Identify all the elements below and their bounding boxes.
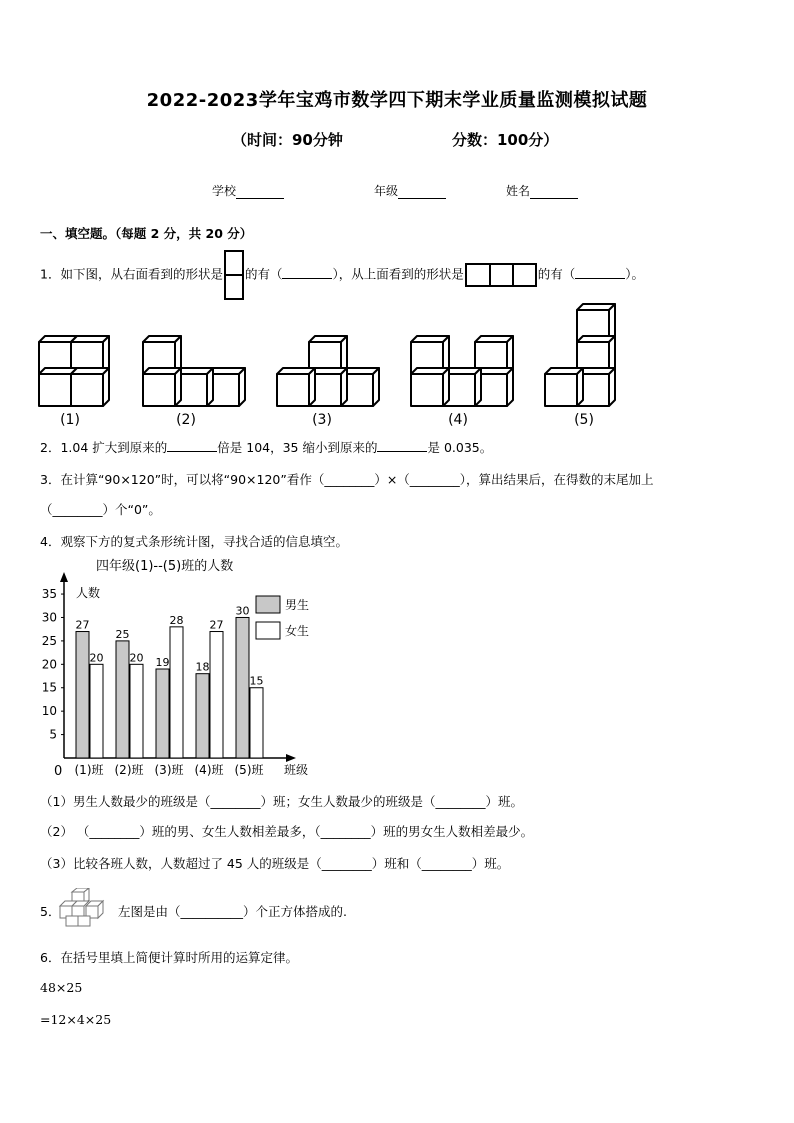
cube-figures <box>0 300 794 435</box>
bar <box>156 669 169 758</box>
figure-label: (4) <box>448 412 468 428</box>
y-axis-arrow <box>60 572 68 582</box>
figure-label: (5) <box>574 412 594 428</box>
right-view-shape <box>224 250 244 300</box>
bar-value-label: 28 <box>169 613 184 627</box>
q1-text-a: 1．如下图，从右面看到的形状是 <box>40 266 223 282</box>
q1-text-c: ），从上面看到的形状是 <box>332 266 464 282</box>
bar <box>236 617 249 758</box>
q1-text-d: 的有（ <box>537 266 576 282</box>
origin-label: 0 <box>54 764 63 779</box>
q2-text-b: 倍是 104，35 缩小到原来的 <box>217 440 378 455</box>
y-tick-label: 10 <box>41 704 57 719</box>
y-tick-label: 30 <box>41 610 57 625</box>
cube-front-face <box>71 374 103 406</box>
legend-swatch <box>256 622 280 639</box>
q1-text-b: 的有（ <box>244 266 283 282</box>
question-6-stem: 6．在括号里填上简便计算时所用的运算定律。 <box>40 950 298 965</box>
y-tick-label: 15 <box>41 680 57 695</box>
bar-value-label: 18 <box>195 660 210 674</box>
chart-title: 四年级(1)--(5)班的人数 <box>96 559 234 574</box>
question-2 <box>40 438 492 456</box>
cube-front-face <box>277 374 309 406</box>
bar <box>170 627 183 758</box>
cube-front-face <box>545 374 577 406</box>
x-axis-arrow <box>286 754 296 762</box>
q1-blank-1[interactable] <box>282 266 332 279</box>
y-axis-label: 人数 <box>76 586 101 600</box>
question-4-sub-3: （3）比较各班人数，人数超过了 45 人的班级是（________）班和（________）班。 <box>40 856 510 871</box>
name-label: 姓名 <box>506 184 531 198</box>
bar <box>130 664 143 758</box>
bar-value-label: 15 <box>249 674 264 688</box>
question-5-number: 5． <box>40 904 61 919</box>
x-axis-label: 班级 <box>284 763 309 777</box>
q1-blank-2[interactable] <box>575 266 625 279</box>
q2-text-a: 2．1.04 扩大到原来的 <box>40 440 168 455</box>
bar-value-label: 20 <box>129 651 144 665</box>
question-4-sub-2: （2） （________）班的男、女生人数相差最多，（________）班的男女生人数相差最少。 <box>40 824 534 839</box>
legend-label: 男生 <box>285 598 310 612</box>
bar <box>250 688 263 758</box>
name-field <box>506 182 578 199</box>
q2-blank-1[interactable] <box>167 439 217 452</box>
bar <box>116 641 129 758</box>
bar-value-label: 27 <box>75 618 90 632</box>
cube-front-face <box>143 374 175 406</box>
question-6-line-2: =12×4×25 <box>40 1012 112 1027</box>
y-tick-label: 25 <box>41 633 57 648</box>
name-blank[interactable] <box>530 186 578 199</box>
bar-value-label: 19 <box>155 656 170 669</box>
y-tick-label: 20 <box>41 657 57 672</box>
bar-chart <box>34 552 324 782</box>
legend-swatch <box>256 596 280 613</box>
y-tick-label: 5 <box>49 727 57 742</box>
q2-blank-2[interactable] <box>377 439 427 452</box>
section-heading: 一、填空题。（每题 2 分，共 20 分） <box>40 226 253 241</box>
bar <box>210 632 223 758</box>
figure-label: (3) <box>312 412 332 428</box>
y-tick-label: 35 <box>41 587 57 602</box>
figure-label: (1) <box>60 412 80 428</box>
grade-blank[interactable] <box>398 186 446 199</box>
question-4-sub-1: （1）男生人数最少的班级是（________）班；女生人数最少的班级是（________）班。 <box>40 794 523 809</box>
q2-text-c: 是 0.035。 <box>427 440 493 455</box>
bar <box>196 674 209 758</box>
category-label: (1)班 <box>74 763 104 777</box>
time-label: （时间：90分钟 <box>232 131 343 149</box>
question-5-text: 左图是由（__________）个正方体搭成的. <box>118 904 347 919</box>
top-view-shape <box>465 263 537 287</box>
category-label: (2)班 <box>114 763 144 777</box>
school-blank[interactable] <box>236 186 284 199</box>
question-3-line-1: 3．在计算“90×120”时，可以将“90×120”看作（________）×（________），算出结果后，在得数的末尾加上 <box>40 472 654 487</box>
small-cube-figure <box>58 888 118 928</box>
q1-text-e: ）。 <box>625 266 645 282</box>
grade-label: 年级 <box>374 184 399 198</box>
school-label: 学校 <box>212 184 237 198</box>
figure-label: (2) <box>176 412 196 428</box>
page-title: 2022-2023学年宝鸡市数学四下期末学业质量监测模拟试题 <box>146 90 648 111</box>
bar-value-label: 20 <box>89 651 104 665</box>
bar-value-label: 25 <box>115 627 130 641</box>
question-6-line-1: 48×25 <box>40 980 83 995</box>
bar <box>90 664 103 758</box>
question-4-stem: 4．观察下方的复式条形统计图，寻找合适的信息填空。 <box>40 534 348 549</box>
cube-front-face <box>39 374 71 406</box>
bar <box>76 632 89 758</box>
bar-value-label: 30 <box>235 604 250 618</box>
category-label: (4)班 <box>194 763 224 777</box>
score-label: 分数：100分） <box>452 131 559 149</box>
grade-field <box>374 182 446 199</box>
school-field <box>212 182 284 199</box>
question-3-line-2: （________）个“0”。 <box>40 502 161 517</box>
bar-value-label: 27 <box>209 618 224 632</box>
category-label: (5)班 <box>234 763 264 777</box>
legend-label: 女生 <box>285 624 310 638</box>
cube-front-face <box>411 374 443 406</box>
question-1 <box>40 250 644 300</box>
category-label: (3)班 <box>154 763 184 777</box>
